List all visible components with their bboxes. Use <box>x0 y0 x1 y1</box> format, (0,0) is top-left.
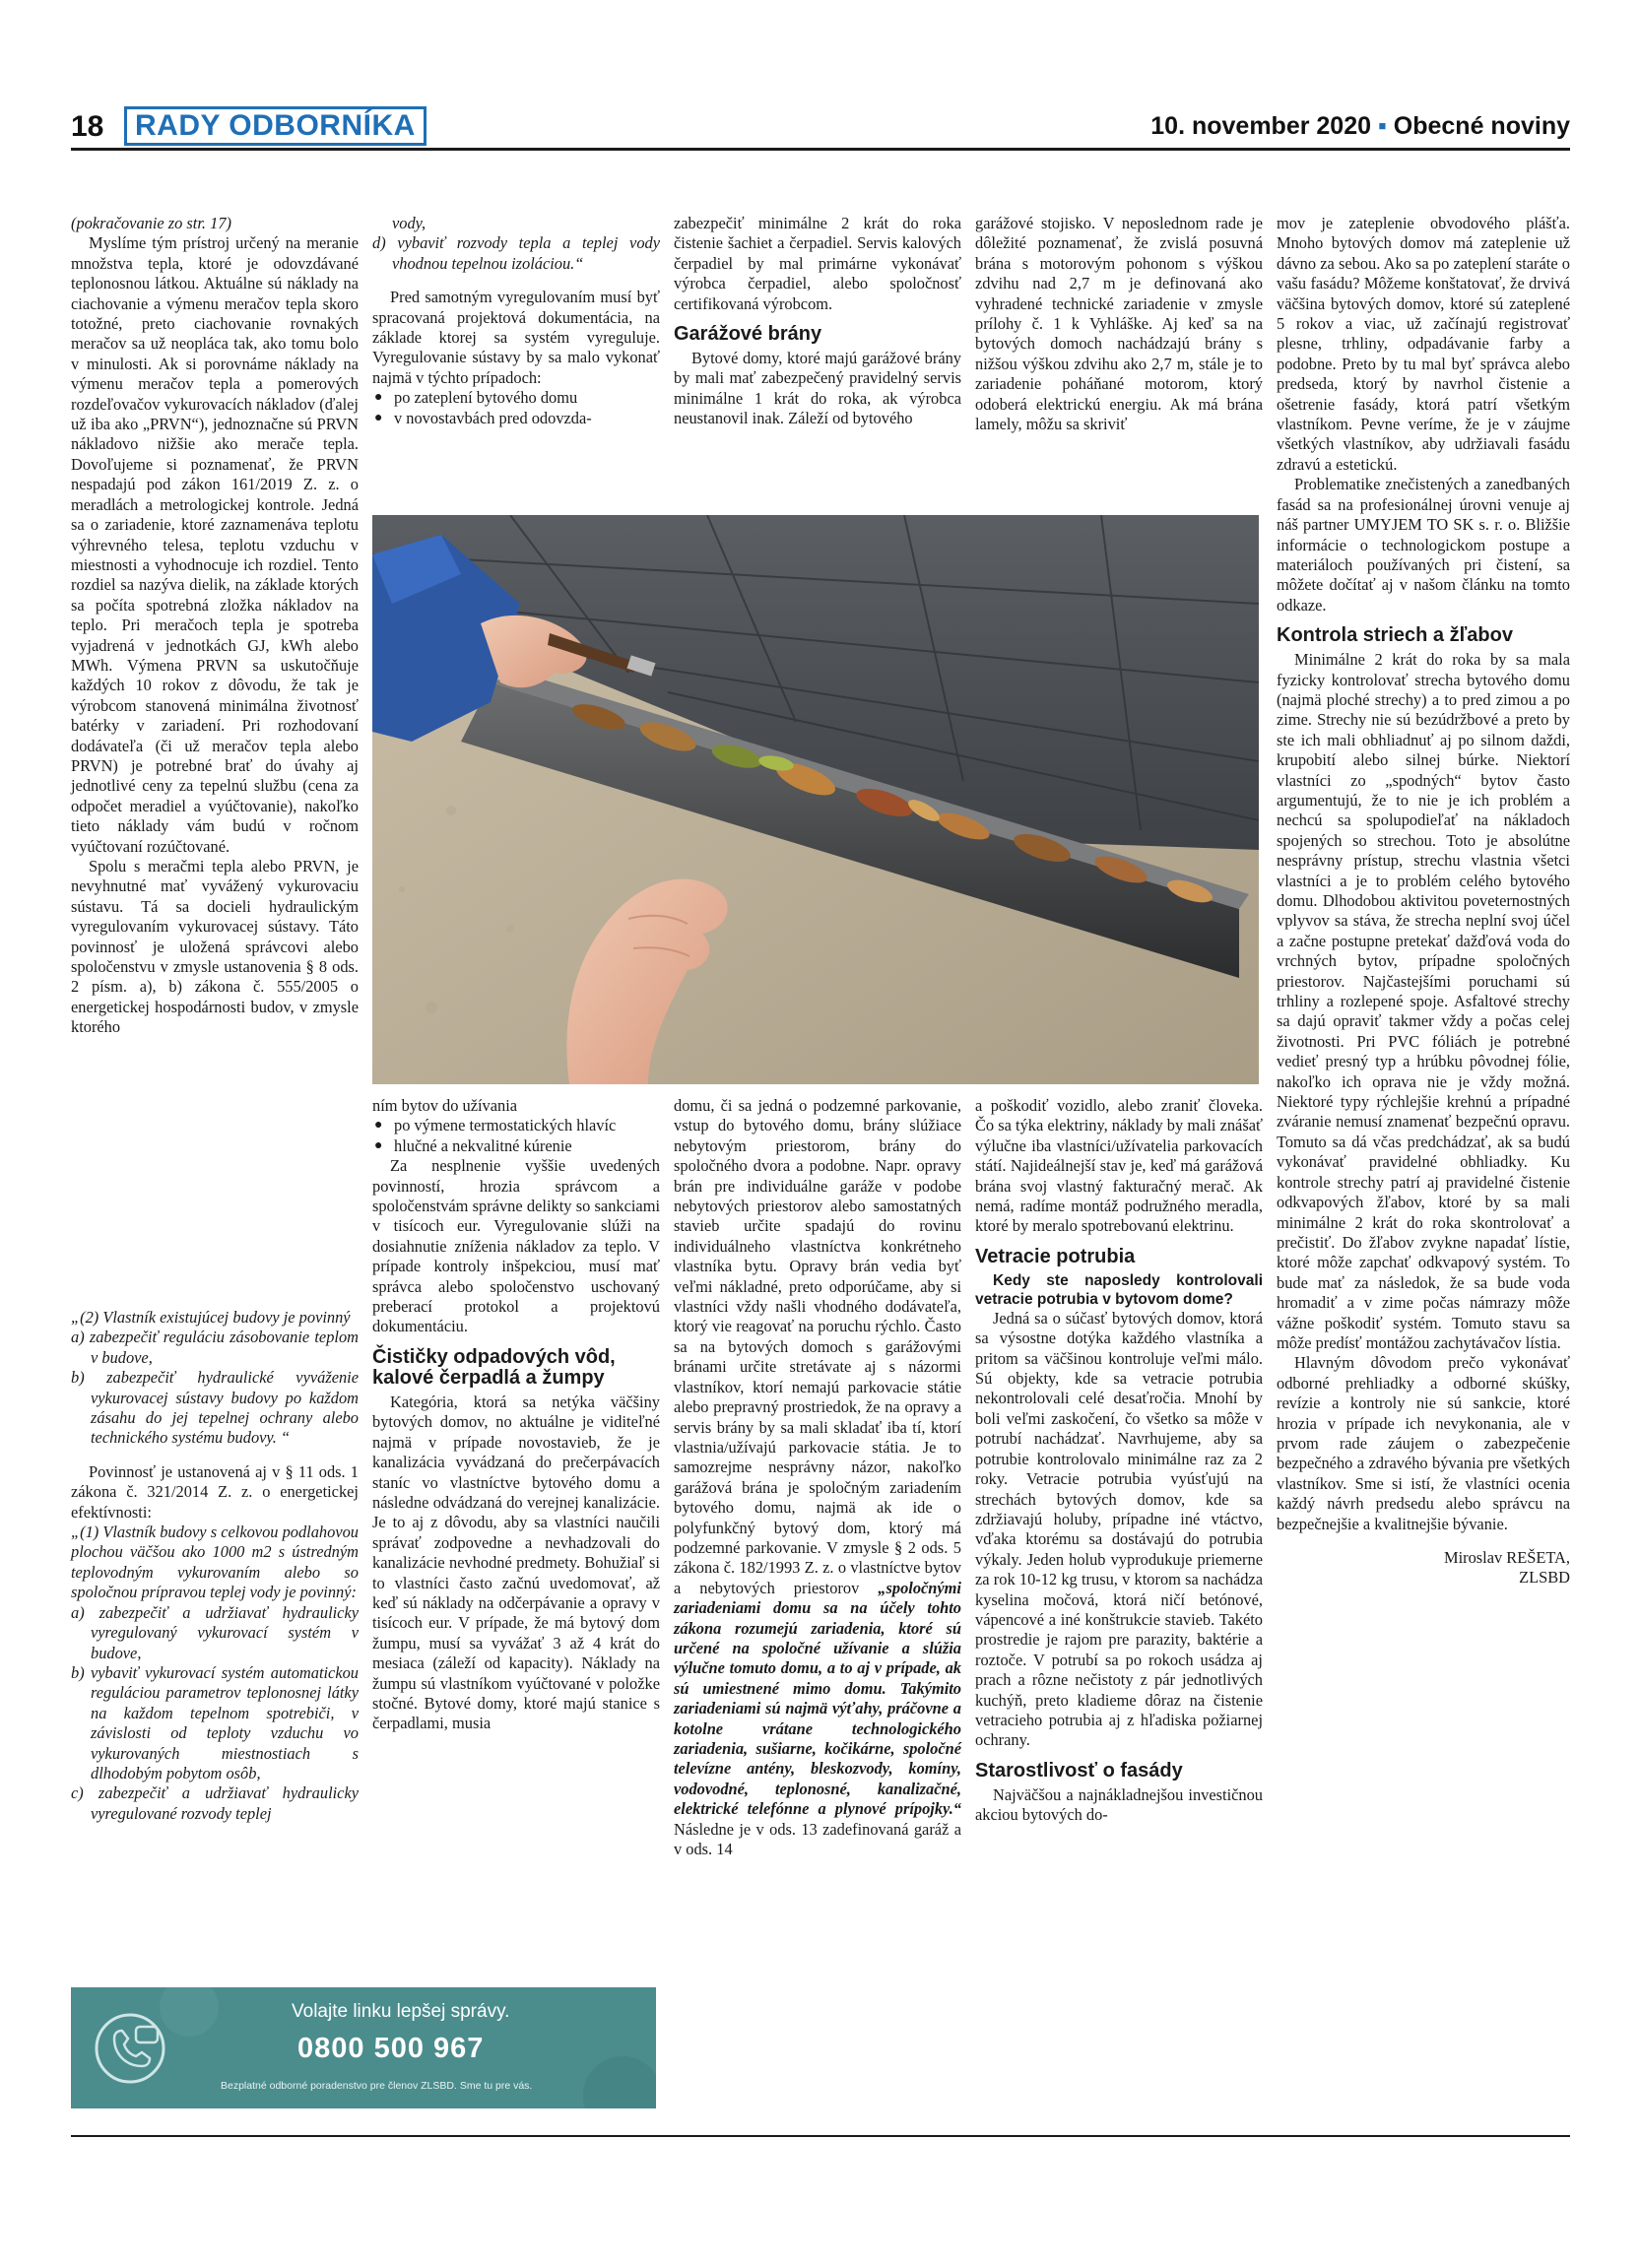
bullet-list <box>372 1116 660 1156</box>
gutter-cleaning-photo <box>372 515 1259 1084</box>
publication-name: Obecné noviny <box>1393 112 1570 140</box>
quote-heading: „(1) Vlastník budovy s celkovou podlahovou plochou väčšou ako 1000 m2 s ústredným teplovodným vykurovaním alebo so spoločnou prípravou teplej vody je povinný: <box>71 1523 359 1602</box>
quote-text: „spoločnými zariadeniami domu sa na účely tohto zákona rozumejú zariadenia, ktoré sú určené na spoločné užívanie a slúžia výlučne tomuto domu, a to aj v prípade, ak sú umiestnené mimo domu. Takýmito zariadeniami sú najmä výťahy, práčovne a kotolne vrátane technologického zariadenia, sušiarne, kočikárne, spoločné televízne antény, bleskozvody, komíny, vodovodné, teplonosné, kanalizačné, elektrické telefónne a plynové prípojky.“ <box>674 1578 961 1819</box>
footer-rule <box>71 2135 1570 2137</box>
hotline-banner[interactable] <box>71 1987 656 2108</box>
issue-info <box>1150 112 1570 141</box>
quote-heading: „(2) Vlastník existujúcej budovy je povinný <box>71 1308 351 1327</box>
subheading: Kontrola striech a žľabov <box>1277 624 1513 647</box>
paragraph: Spolu s meračmi tepla alebo PRVN, je nevyhnutné mať vyvážený vykurovaciu sústavu. Tá sa docieli hydraulickým vyregulovaním vykurovacej sústavy. Táto povinnosť je uložená správcovi alebo spoločenstvu v zmysle ustanovenia § 8 ods. 2 písm. a), b) zákona č. 555/2005 o energetickej hospodárnosti budov, v zmysle ktorého <box>71 857 359 1037</box>
masthead <box>71 106 1570 152</box>
page-number: 18 <box>71 110 104 143</box>
column-3-top <box>372 214 660 428</box>
gutter-photo-illustration <box>372 515 1259 1084</box>
separator-dot: ▪ <box>1377 112 1394 140</box>
paragraph: Problematike znečistených a zanedbaných fasád sa na profesionálnej úrovni venuje aj náš partner UMYJEM TO SK s. r. o. Bližšie informácie o technologickom postupe a materiáloch používaných pri čistení, sa môžete dočítať aj v našom článku na tomto odkaze. <box>1277 475 1570 615</box>
list-item: ● po výmene termostatických hlavíc <box>372 1116 660 1135</box>
quote-item: c) zabezpečiť a udržiavať hydraulicky vyregulované rozvody teplej <box>71 1783 359 1823</box>
continuation-note: (pokračovanie zo str. 17) <box>71 214 231 232</box>
paragraph: Pred samotným vyregulovaním musí byť spracovaná projektová dokumentácia, na základe ktorej sa systém vyreguluje. Vyregulovanie sústavy by sa malo vykonať najmä v týchto prípadoch: <box>372 288 660 387</box>
paragraph: garážové stojisko. V neposlednom rade je dôležité poznamenať, že zvislá posuvná brána s motorovým pohonom s výškou zdvihu nad 2,7 m je definovaná ako vyhradené technické zariadenie v zmysle prílohy č. 1 k Vyhláške. Aj keď sa na bytových domoch nachádzajú brány s nižšou výškou zdvihu ako 2,7 m, stále je to zariadenie poháňané motorom, ktorý odoberá elektrickú energiu. Ak má brána lamely, môžu sa skriviť <box>975 214 1263 434</box>
quote-item: b) vybaviť vykurovací systém automatickou reguláciou parametrov teplonosnej látky na každom tepelnom spotrebiči, v závislosti od teploty vzduchu vo vykurovaných miestnostiach s dlhodobým pobytom osôb, <box>71 1662 359 1782</box>
paragraph: Myslíme tým prístroj určený na meranie množstva tepla, ktoré je odovzdávané teplonosnou látkou. Aktuálne sú náklady na ciachovanie a výmenu meračov tepla skoro totožné, preto ciachovanie rovnakých meračov sa už neoplácа tak, ako tomu bolo v minulosti. Ak si porovnáme náklady na výmenu meračov tepla a pomerových rozdeľovačov vykurovacích nákladov (ďalej už iba ako „PRVN“), jednoznačne sú PRVN nákladovo nižšie ako merače tepla. Dovoľujeme si poznamenať, že PRVN nespadajú pod zákon 161/2019 Z. z. o meradlách a metrologickej kontrole. Jedná sa o zariadenie, ktoré zaznamenáva teplotu výhrevného telesa, teplotu vzduchu v miestnosti a vyhodnocuje ich rozdiel. Tento rozdiel sa nazýva dielik, na základe ktorých sa počíta spotrebná zložka nákladov na teplo. Pri meračoch tepla je spotreba vyjadrená v jednotkách GJ, kWh alebo MWh. Výmena PRVN sa uskutočňuje každých 10 rokov z dôvodu, že tak je výrobcom stanovená minimálna životnosť batérky v zariadení. Pri rozhodovaní dodávateľa (či už meračov tepla alebo PRVN) je potrebné brať do úvahy aj jednotlivé ceny za tepelnú službu (cena za odpočet meradiel a vyúčtovanie), nakoľko tieto náklady vám budú v ročnom vyúčtovaní rozúčtované. <box>71 233 359 856</box>
column-5-bottom <box>975 1096 1263 1826</box>
subheading: Starostlivosť o fasády <box>975 1759 1183 1782</box>
quote-item: b) zabezpečiť hydraulické vyváženie vykurovacej sústavy budovy po každom zásahu do jej tepelnej ochrany alebo technického systému budovy. “ <box>71 1368 359 1448</box>
quote-item: a) zabezpečiť a udržiavať hydraulicky vyregulovaný vykurovací systém v budove, <box>71 1602 359 1662</box>
banner-phone[interactable]: 0800 500 967 <box>297 2033 485 2064</box>
author-org: ZLSBD <box>1519 1568 1570 1588</box>
banner-note: Bezplatné odborné poradenstvo pre členov ZLSBD. Sme tu pre vás. <box>221 2080 533 2092</box>
lead-question: Kedy ste naposledy kontrolovali vetracie potrubia v bytovom dome? <box>975 1271 1263 1308</box>
subheading: Čističky odpadových vôd, kalové čerpadlá a žumpy <box>372 1345 616 1389</box>
header-rule <box>71 148 1570 151</box>
bullet-list <box>372 388 660 428</box>
quote-item: vody, <box>392 214 426 232</box>
column-3-bottom <box>372 1096 660 1734</box>
paragraph: Bytové domy, ktoré majú garážové brány by mali mať zabezpečený pravidelný servis minimálne 1 krát do roka, ak výrobca neustanovil inak. Záleží od bytového <box>674 349 961 428</box>
paragraph: zabezpečiť minimálne 2 krát do roka čistenie šachiet a čerpadiel. Servis kalových čerpadiel by mal primárne vykonávať výrobca čerpadiel, alebo spoločnosť certifikovaná výrobcom. <box>674 214 961 313</box>
column-4-top <box>674 214 961 429</box>
issue-date: 10. november 2020 <box>1150 112 1372 140</box>
phone-chat-icon <box>97 2015 164 2082</box>
paragraph: Jedná sa o súčasť bytových domov, ktorá sa výsostne dotýka každého vlastníka a pritom sa väčšinou kontroluje veľmi málo. Sú objekty, kde sa vetracie potrubia nekontrolovali celé desaťročia. Mnohí by boli veľmi zaskočení, čo všetko sa môže v potrubí nachádzať. Navrhujeme, aby sa potrubie kontrolovalo minimálne raz za 2 roky. Vetracie potrubia vyúsťujú na strechách bytových domov, kde sa zdržiavajú holuby, prípadne iné vtáctvo, vďaka ktorému sa dostávajú do potrubia výkaly. Jeden holub vyprodukuje priemerne za rok 10-12 kg trusu, v ktorom sa nachádza kyselina močová, ktorá ničí betónové, vápencové a iné konštrukcie stavieb. Takéto prostredie je rajom pre parazity, baktérie a roztoče. V potrubí sa po rokoch usádza aj prach a rôzne nečistoty z pár jednotlivých kuchýň, preto kladieme dôraz na čistenie vetracieho potrubia aj z hľadiska požiarnej ochrany. <box>975 1308 1263 1750</box>
paragraph: a poškodiť vozidlo, alebo zraniť človeka. Čo sa týka elektriny, náklady by mali znášať výlučne iba vlastníci/užívatelia parkovacích státí. Najideálnejší stav je, keď má garážová brána svoj vlastný fakturačný merač. Ak nemá, radíme montáž podružného meradla, ktoré by meralo spotrebovanú elektrinu. <box>975 1096 1263 1236</box>
list-item: ● hlučné a nekvalitné kúrenie <box>372 1136 660 1156</box>
quote-item: d) vybaviť rozvody tepla a teplej vody vhodnou tepelnou izoláciou.“ <box>372 233 660 273</box>
column-4-bottom <box>674 1096 961 1859</box>
author-signature: Miroslav REŠETA, <box>1444 1548 1570 1567</box>
column-5-top <box>975 214 1263 434</box>
subheading: Vetracie potrubia <box>975 1245 1136 1267</box>
column-6 <box>1277 214 1570 1588</box>
paragraph: Za nesplnenie vyššie uvedených povinností, hrozia správcom a spoločenstvám správne delikty so sankciami v tisícoch eur. Vyregulovanie slúži na dosiahnutie zníženia nákladov za teplo. V prípade kontroly inšpekciou, musí mať správca alebo spoločenstvo uschovaný preberací protokol a projektovú dokumentáciu. <box>372 1156 660 1336</box>
paragraph: Kategória, ktorá sa netýka väčšiny bytových domov, no aktuálne je viditeľné najmä v prípade novostavieb, že je kanalizácia vyvádzaná do prečerpávacích staníc vo vlastníctve bytového domu a následne odvádzaná do verejnej kanalizácie. Je to aj z dôvodu, aby sa vlastníci naučili správať zodpovedne a nevhadzovali do kanalizácie nevhodné predmety. Bohužiaľ si to vlastníci často začnú uvedomovať, až keď sú náklady na odčerpávanie a opravy v tisícoch eur. V prípade, že má bytový dom žumpu, musí sa vyvážať 3 až 4 krát do mesiaca (záleží od kapacity). Náklady na žumpu sú vlastníkom vyúčtované v položke stočné. Bytové domy, ktoré majú stanice s čerpadlami, musia <box>372 1392 660 1733</box>
list-item: ● po zateplení bytového domu <box>372 388 660 408</box>
paragraph: Povinnosť je ustanovená aj v § 11 ods. 1 zákona č. 321/2014 Z. z. o energetickej efektívnosti: <box>71 1461 359 1522</box>
list-item: ● v novostavbách pred odovzda- <box>372 409 660 428</box>
paragraph: Minimálne 2 krát do roka by sa mala fyzicky kontrolovať strecha bytového domu (najmä ploché strechy) a to pred zimou a po zime. Strechy nie sú bezúdržbové a preto by ste ich mali obhliadnuť aj po silnom daždi, krupobití alebo silnej búrke. Niektorí vlastníci zo „spodných“ bytov často argumentujú, že to nie je ich problém a nechcú sa spolupodieľať na nákladoch spojených so strechou. Toto je absolútne nesprávny prístup, strechu vlastnia všetci vlastníci a je to problém celého bytového domu. Dlhodobou aktivitou poveternostných vplyvov sa stáva, že strecha neplní svoj účel a začne postupne pretekať dažďová voda do vrchných bytov, prípadne spoločných priestorov. Najčastejšími poruchami sú trhliny a rozlepené spoje. Asfaltové strechy sa dajú opraviť takmer vždy a počas celej životnosti. Pri PVC fóliách je potrebné vedieť presný typ a hrúbku pôvodnej fólie, nakoľko ich oprava nie je vždy možná. Niektoré typy rýchlejšie krehnú a prípadné zváranie nemusí znamenať bezpečnú opravu. Tomuto sa dá včas predchádzať, ak sa budú vykonávať pravidelné obhliadky. Ku kontrole strechy patrí aj pravidelné čistenie odkvapových žľabov, ktoré by sa mali minimálne 2 krát do roka skontrolovať a prečistiť. Do žľabov zvykne napadať lístie, ktoré môže zapchať odkvapový systém. To bude mať za následok, že sa bude voda hromadiť a v zime počas námrazy môže vážne poškodiť systém. Tomuto stavu sa môže predísť montážou zachytávačov lístia. <box>1277 650 1570 1352</box>
subheading: Garážové brány <box>674 323 822 346</box>
paragraph: Hlavným dôvodom prečo vykonávať odborné prehliadky a odborné skúšky, revízie a kontroly nie sú sankcie, ktoré hrozia v prípade ich nevykonania, ale v prvom rade záujem o zabezpečenie bezpečného a zdravého bývania pre všetkých vlastníkov. Sme si istí, že vlastníci ocenia každý návrh predsedu alebo správcu na bezpečnejšie a kvalitnejšie bývanie. <box>1277 1353 1570 1533</box>
column-2 <box>71 1308 359 1824</box>
quote-item: a) zabezpečiť reguláciu zásobovanie teplom v budove, <box>71 1328 359 1367</box>
column-1 <box>71 214 359 1038</box>
paragraph: Najväčšou a najnákladnejšou investičnou akciou bytových do- <box>975 1784 1263 1825</box>
section-title: RADY ODBORNÍKA <box>124 106 426 146</box>
paragraph: domu, či sa jedná o podzemné parkovanie, vstup do bytového domu, brány slúžiace nebytovým priestorom, brány do spoločného dvora a podobne. Napr. opravy brán pre individuálne garáže v podobe nebytových priestorov alebo samostatných stavieb určite spadajú do rovinu individuálneho vlastníctva konkrétneho vlastníka bytu. Opravy brán vedia byť veľmi nákladné, preto odporúčame, aby si vlastníci vždy našli vhodného dodávateľa, ktorý vie reagovať na poruchu rýchlo. Často sa na bytových domoch s garážovými bránami určite stretávate aj s názormi vlastníkov, ktorí nemajú parkovacie státie alebo prepravný prostriedok, že na opravy a servis brány by sa mali skladať iba tí, ktorí vlastnia/užívajú parkovacie státia. Je to samozrejme nesprávny názor, nakoľko garážová brána je spoločným zariadením bytového domu, najmä ak ide o polyfunkčný bytový dom, ktorý má podzemné parkovanie. V zmysle § 2 ods. 5 zákona č. 182/1993 Z. z. o vlastníctve bytov a nebytových priestorov „spoločnými zariadeniami domu sa na účely tohto zákona rozumejú zariadenia, ktoré sú určené na spoločné užívanie a slúžia výlučne tomuto domu, a to aj v prípade, ak sú umiestnené mimo domu. Takýmito zariadeniami sú najmä výťahy, práčovne a kotolne vrátane technologického zariadenia, sušiarne, kočikárne, spoločné televízne antény, bleskozvody, komíny, vodovodné, teplonosné, kanalizačné, elektrické telefónne a plynové prípojky.“ Následne je v ods. 13 zadefinovaná garáž a v ods. 14 <box>674 1096 961 1859</box>
paragraph: mov je zateplenie obvodového plášťa. Mnoho bytových domov má zateplenie už dávno za sebou. Ako sa po zateplení staráte o vašu fasádu? Môžeme konštatovať, že drvivá väčšina bytových domov, ktoré sú zateplené 5 rokov a viac, už začínajú registrovať plesne, trhliny, odpadávanie farby a podobne. Preto by tu mal byť správca alebo predseda, ktorý by navrhol čistenie a ošetrenie fasády, ktorá patrí všetkým vlastníkom. Pevne veríme, že je v záujme všetkých vlastníkov, aby udržiavali fasádu zdravú a estetickú. <box>1277 214 1570 474</box>
banner-tagline: Volajte linku lepšej správy. <box>292 2001 510 2022</box>
paragraph: ním bytov do užívania <box>372 1096 518 1115</box>
